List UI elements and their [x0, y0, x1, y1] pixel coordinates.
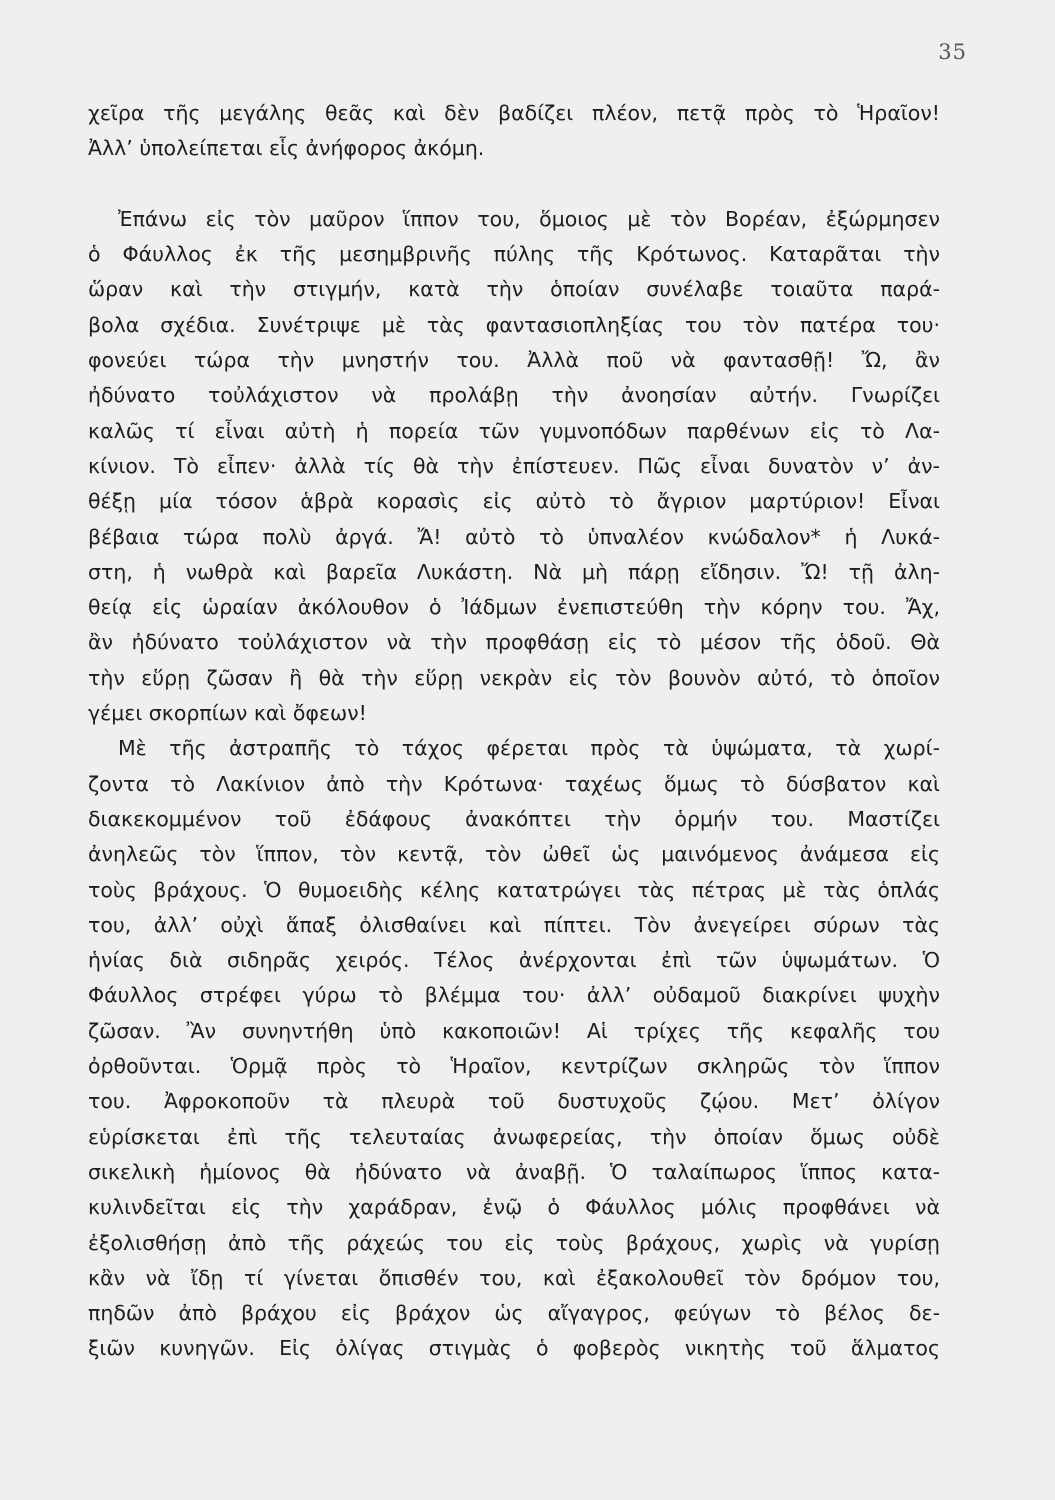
paragraph-gap [88, 167, 940, 202]
text-line: Μὲ τῆς ἀστραπῆς τὸ τάχος φέρεται πρὸς τὰ ὑψώματα, τὰ χωρί- [118, 736, 940, 761]
text-line: στη, ἡ νωθρὰ καὶ βαρεῖα Λυκάστη. Νὰ μὴ πάρῃ εἴδησιν. Ὤ! τῇ ἀλη- [88, 559, 940, 584]
text-line: ξιῶν κυνηγῶν. Εἰς ὀλίγας στιγμὰς ὁ φοβερὸς νικητὴς τοῦ ἅλματος [88, 1336, 940, 1361]
text-line: κυλινδεῖται εἰς τὴν χαράδραν, ἐνῷ ὁ Φάυλλος μόλις προφθάνει νὰ [88, 1195, 940, 1220]
text-line: Φάυλλος στρέφει γύρω τὸ βλέμμα του· ἀλλ’ οὐδαμοῦ διακρίνει ψυχὴν [88, 983, 940, 1008]
text-line: τοὺς βράχους. Ὁ θυμοειδὴς κέλης κατατρώγει τὰς πέτρας μὲ τὰς ὁπλάς [88, 877, 940, 902]
text-line: του. Ἀφροκοποῦν τὰ πλευρὰ τοῦ δυστυχοῦς ζῴου. Μετ’ ὀλίγον [88, 1089, 940, 1114]
text-line: γέμει σκορπίων καὶ ὄφεων! [88, 701, 367, 726]
text-line: ἐξολισθήσῃ ἀπὸ τῆς ράχεώς του εἰς τοὺς βράχους, χωρὶς νὰ γυρίσῃ [88, 1230, 940, 1255]
paragraph [88, 96, 940, 167]
text-line: του, ἀλλ’ οὐχὶ ἅπαξ ὀλισθαίνει καὶ πίπτει. Τὸν ἀνεγείρει σύρων τὰς [88, 912, 940, 937]
text-line: εὑρίσκεται ἐπὶ τῆς τελευταίας ἀνωφερείας, τὴν ὁποίαν ὅμως οὐδὲ [88, 1124, 940, 1149]
text-line: ζῶσαν. Ἂν συνηντήθη ὑπὸ κακοποιῶν! Αἱ τρίχες τῆς κεφαλῆς του [88, 1018, 940, 1043]
text-line: ἀνηλεῶς τὸν ἵππον, τὸν κεντᾷ, τὸν ὠθεῖ ὡς μαινόμενος ἀνάμεσα εἰς [88, 842, 940, 867]
body-text [88, 96, 940, 1367]
text-line: σικελικὴ ἡμίονος θὰ ἠδύνατο νὰ ἀναβῇ. Ὁ ταλαίπωρος ἵππος κατα- [88, 1159, 940, 1184]
text-line: ζοντα τὸ Λακίνιον ἀπὸ τὴν Κρότωνα· ταχέως ὅμως τὸ δύσβατον καὶ [88, 771, 940, 796]
text-line: ὥραν καὶ τὴν στιγμήν, κατὰ τὴν ὁποίαν συνέλαβε τοιαῦτα παρά- [88, 277, 940, 302]
text-line: φονεύει τώρα τὴν μνηστήν του. Ἀλλὰ ποῦ νὰ φαντασθῇ! Ὤ, ἂν [88, 348, 940, 373]
text-line: θέξῃ μία τόσον ἁβρὰ κορασὶς εἰς αὐτὸ τὸ ἄγριον μαρτύριον! Εἶναι [88, 489, 940, 514]
text-line: θείᾳ εἰς ὡραίαν ἀκόλουθον ὁ Ἰάδμων ἐνεπιστεύθη τὴν κόρην του. Ἄχ, [88, 595, 940, 620]
text-line: κἂν νὰ ἴδῃ τί γίνεται ὄπισθέν του, καὶ ἐξακολουθεῖ τὸν δρόμον του, [88, 1265, 940, 1290]
text-line: τὴν εὕρῃ ζῶσαν ἢ θὰ τὴν εὕρῃ νεκρὰν εἰς τὸν βουνὸν αὐτό, τὸ ὁποῖον [88, 665, 940, 690]
text-line: Ἀλλ’ ὑπολείπεται εἷς ἀνήφορος ἀκόμη. [88, 136, 485, 161]
text-line: καλῶς τί εἶναι αὐτὴ ἡ πορεία τῶν γυμνοπόδων παρθένων εἰς τὸ Λα- [88, 418, 940, 443]
text-line: κίνιον. Τὸ εἶπεν· ἀλλὰ τίς θὰ τὴν ἐπίστευεν. Πῶς εἶναι δυνατὸν ν’ ἀν- [88, 453, 940, 478]
text-line: πηδῶν ἀπὸ βράχου εἰς βράχον ὡς αἴγαγρος, φεύγων τὸ βέλος δε- [88, 1301, 940, 1326]
text-line: ἡνίας διὰ σιδηρᾶς χειρός. Τέλος ἀνέρχονται ἐπὶ τῶν ὑψωμάτων. Ὁ [88, 948, 940, 973]
paragraph [88, 202, 940, 731]
text-line: ἠδύνατο τοὐλάχιστον νὰ προλάβῃ τὴν ἀνοησίαν αὐτήν. Γνωρίζει [88, 383, 940, 408]
text-line: Ἐπάνω εἰς τὸν μαῦρον ἵππον του, ὅμοιος μὲ τὸν Βορέαν, ἐξώρμησεν [118, 206, 940, 231]
text-line: βέβαια τώρα πολὺ ἀργά. Ἄ! αὐτὸ τὸ ὑπναλέον κνώδαλον* ἡ Λυκά- [88, 524, 940, 549]
text-line: χεῖρα τῆς μεγάλης θεᾶς καὶ δὲν βαδίζει πλέον, πετᾷ πρὸς τὸ Ἡραῖον! [88, 101, 940, 125]
text-line: ὀρθοῦνται. Ὁρμᾷ πρὸς τὸ Ἡραῖον, κεντρίζων σκληρῶς τὸν ἵππον [88, 1054, 940, 1079]
page-number: 35 [938, 40, 967, 64]
text-line: ὁ Φάυλλος ἐκ τῆς μεσημβρινῆς πύλης τῆς Κρότωνος. Καταρᾶται τὴν [88, 242, 940, 267]
text-line: βολα σχέδια. Συνέτριψε μὲ τὰς φαντασιοπληξίας του τὸν πατέρα του· [88, 312, 940, 337]
text-line: ἂν ἠδύνατο τοὐλάχιστον νὰ τὴν προφθάσῃ εἰς τὸ μέσον τῆς ὁδοῦ. Θὰ [88, 630, 940, 655]
paragraph [88, 731, 940, 1366]
text-line: διακεκομμένον τοῦ ἐδάφους ἀνακόπτει τὴν ὁρμήν του. Μαστίζει [88, 806, 940, 831]
